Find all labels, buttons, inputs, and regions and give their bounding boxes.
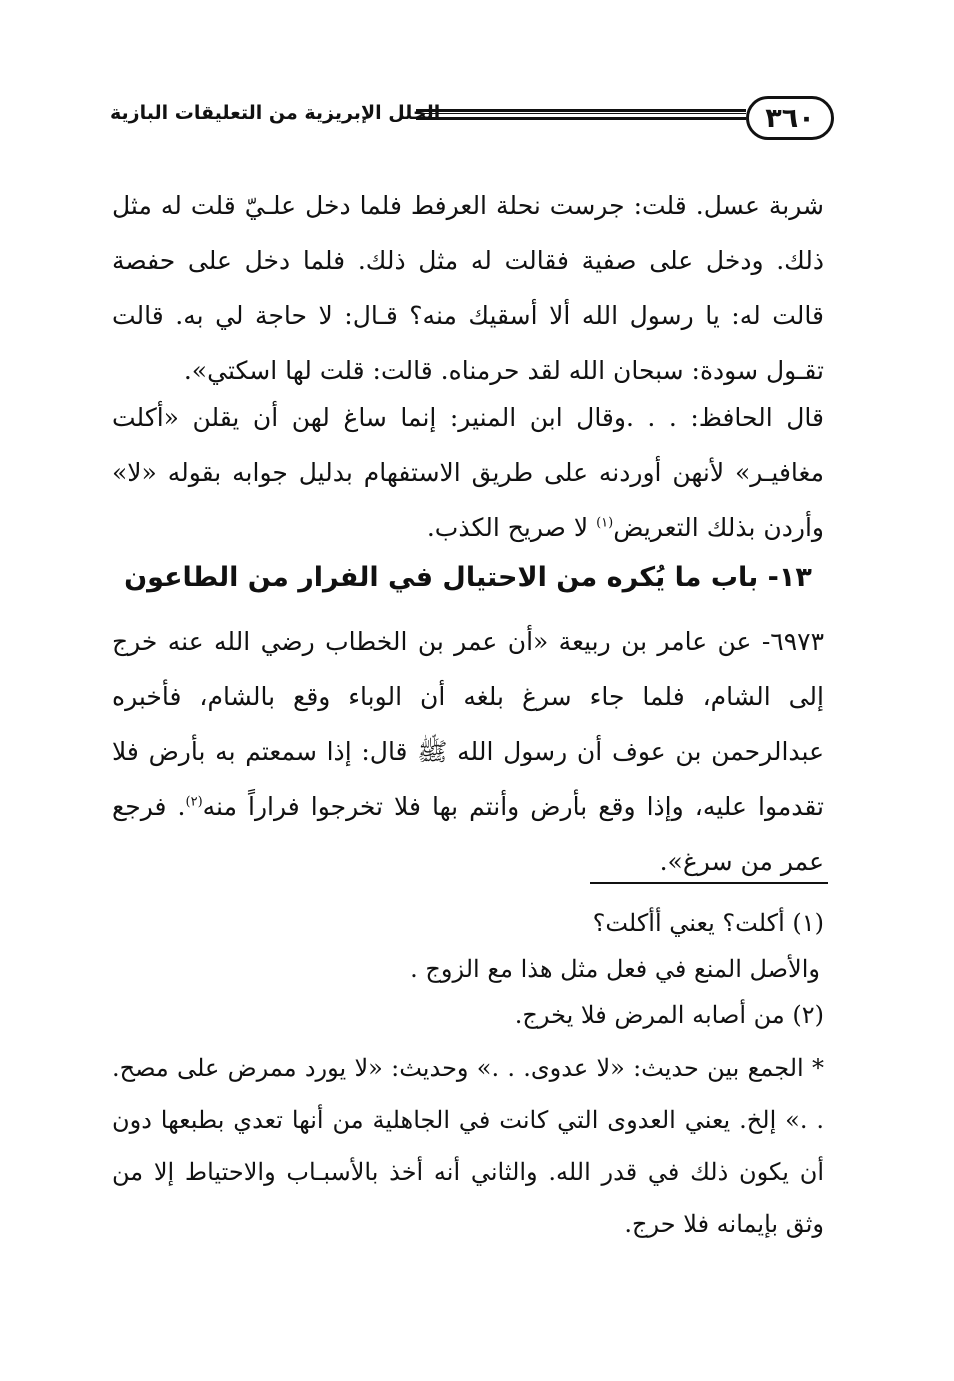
footnote-separator — [590, 882, 828, 884]
paragraph-hafiz-comment — [112, 390, 824, 555]
chapter-heading: ١٣- باب ما يُكره من الاحتيال في الفرار من الطاعون — [124, 562, 812, 593]
footnote-2: (٢) من أصابه المرض فلا يخرج. — [514, 1001, 824, 1029]
footnote-ref-2[interactable]: (٢) — [185, 794, 203, 810]
paragraph-honey-story: شربة عسل. قلت: جرست نحلة العرفط فلما دخل علـيّ قلت له مثل ذلك. ودخل على صفية فقالت له مثل ذلك. فلما دخل على حفصة قالت له: يا رسول الله ألا أسقيك منه؟ قـال: لا حاجة لي به. قالت تقـول سودة: سبحان الله لقد حرمناه. قالت: قلت لها اسكتي». — [112, 191, 824, 385]
page-header — [110, 92, 834, 152]
paragraph-text: قال الحافظ: . . .وقال ابن المنير: إنما ساغ لهن أن يقلن «أكلت مغافيـر» لأنهن أوردنه على طريق الاستفهام بدليل جوابه بقوله «لا» وأردن بذلك التعريض — [112, 403, 824, 542]
paragraph-text: لا صريح الكذب. — [426, 513, 597, 542]
book-title: الحلل الإبريزية من التعليقات البازية — [110, 102, 441, 124]
hadith-paragraph — [112, 614, 824, 889]
footnote-ref-1[interactable]: (١) — [596, 515, 614, 531]
header-rule — [416, 109, 746, 120]
footnote-1-continuation: والأصل المنع في فعل مثل هذا مع الزوج . — [410, 955, 820, 983]
hadith-text: ٦٩٧٣- عن عامر بن ربيعة «أن عمر بن الخطاب رضي الله عنه خرج إلى الشام، فلما جاء سرغ بلغه أن الوباء وقع بالشام، فأخبره عبدالرحمن بن عوف أن رسول الله ﷺ قال: إذا سمعتم به بأرض فلا تقدموا عليه، وإذا وقع بأرض وأنتم بها فلا تخرجوا فراراً منه — [112, 627, 824, 821]
page-number-frame — [746, 96, 834, 140]
hadith-text: . فرجع عمر من سرغ». — [112, 792, 824, 876]
page-number: ٣٦٠ — [765, 102, 815, 134]
footnote-star: * الجمع بين حديث: «لا عدوى. . .» وحديث: «لا يورد ممرض على مصح. . .» إلخ. يعني العدوى التي كانت في الجاهلية من أنها تعدي بطبعها دون أن يكون ذلك في قدر الله. والثاني أنه أخذ بالأسبـاب والاحتياط إلا من وثق بإيمانه فلا حرج. — [112, 1054, 825, 1238]
footnote-1: (١) أكلت؟ يعني أأكلت؟ — [592, 909, 824, 937]
